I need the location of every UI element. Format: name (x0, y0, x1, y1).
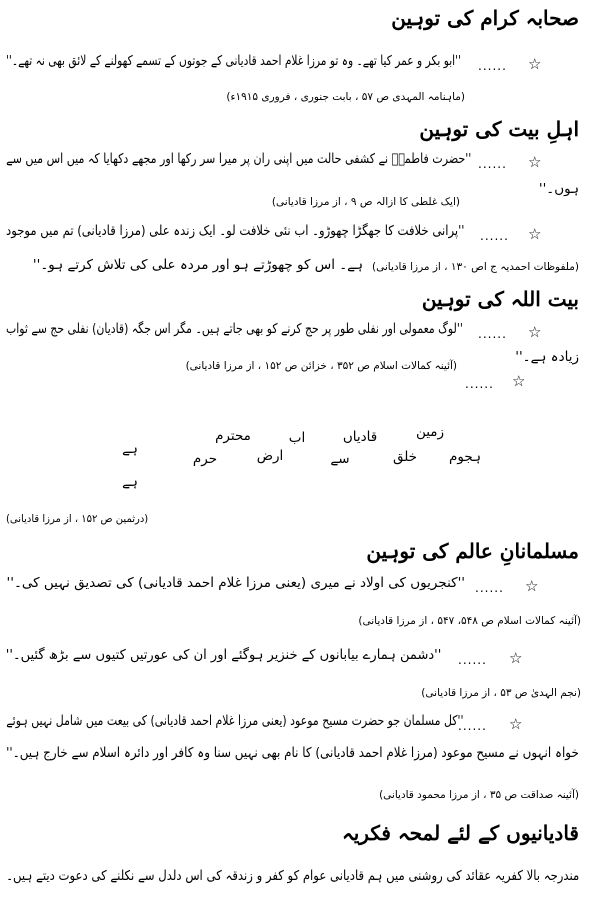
quote-line: زیادہ ہے۔'' (515, 349, 579, 365)
quote-reference: (ماہنامہ المہدی ص ۵۷ ، بابت جنوری ، فروری ۱۹۱۵ء) (226, 91, 465, 103)
section-heading-muslims: مسلمانانِ عالم کی توہین (366, 539, 579, 563)
ellipsis-leader: ...... (465, 377, 494, 391)
closing-paragraph: مندرجہ بالا کفریہ عقائد کی روشنی میں ہم قادیانی عوام کو کفر و زندقہ کی اس دلدل سے نکلنے کی دعوت دیتے ہیں۔ (5, 868, 579, 884)
section-heading-reflection: قادیانیوں کے لئے لمحہ فکریہ (342, 821, 579, 845)
quote-line: ''حضرت فاطمہؓ نے کشفی حالت میں اپنی ران پر میرا سر رکھا اور مجھے دکھایا کہ میں اس میں سے (5, 151, 471, 167)
ellipsis-leader: ...... (475, 581, 504, 595)
quote-reference: (نجم الہدیٰ ص ۵۳ ، از مرزا قادیانی) (421, 687, 581, 699)
quote-reference: (آئینہ کمالات اسلام ص ۳۵۲ ، خزائن ص ۱۵۲ ، از مرزا قادیانی) (185, 360, 457, 372)
quote-line: ''لوگ معمولی اور نفلی طور پر حج کرنے کو بھی جاتے ہیں۔ مگر اس جگہ (قادیان) نفلی حج سے ثواب (6, 321, 463, 337)
poem-word: ہے (122, 441, 138, 457)
ellipsis-leader: ...... (458, 653, 487, 667)
star-icon: ☆ (509, 649, 523, 667)
section-heading-sahaba: صحابہ کرام کی توہین (391, 6, 579, 30)
poem-word: حرم (192, 451, 218, 467)
ellipsis-leader: ...... (478, 157, 507, 171)
star-icon: ☆ (528, 153, 542, 171)
ellipsis-leader: ...... (478, 327, 507, 341)
ellipsis-leader: ...... (480, 229, 509, 243)
star-icon: ☆ (528, 225, 542, 243)
quote-reference: (ملفوظات احمدیہ ج اص ۱۳۰ ، از مرزا قادیانی) (371, 261, 579, 273)
star-icon: ☆ (512, 372, 526, 390)
section-heading-ahle-bait: اہلِ بیت کی توہین (419, 117, 579, 141)
quote-reference: (آئینہ کمالات اسلام ص ۵۴۸، ۵۴۷ ، از مرزا قادیانی) (358, 615, 581, 627)
poem-word: ہجوم (449, 449, 481, 465)
poem-word: محترم (215, 428, 251, 444)
quote-line: ہے۔ اس کو چھوڑتے ہو اور مردہ علی کی تلاش کرتے ہو۔'' (32, 257, 363, 273)
quote-line: ''پرانی خلافت کا جھگڑا چھوڑو۔ اب نئی خلافت لو۔ ایک زندہ علی (مرزا قادیانی) تم میں موجود (6, 223, 465, 239)
poem-word: زمین (415, 424, 445, 440)
quote-line: ''ابو بکر و عمر کیا تھے۔ وہ تو مرزا غلام احمد قادیانی کے جوتوں کے تسمے کھولنے کے لائق بھی نہ تھے۔'' (5, 53, 461, 69)
poem-word: خلق (392, 449, 418, 465)
quote-line: ''کل مسلمان جو حضرت مسیح موعود (یعنی مرزا غلام احمد قادیانی) کی بیعت میں شامل نہیں ہوئے (5, 713, 463, 729)
quote-reference: (آئینہ صداقت ص ۳۵ ، از مرزا محمود قادیانی) (379, 789, 579, 801)
poem-word: قادیاں (342, 429, 378, 445)
poem-word: اب (288, 430, 306, 446)
ellipsis-leader: ...... (478, 59, 507, 73)
quote-line: ''دشمن ہمارے بیابانوں کے خنزیر ہوگئے اور ان کی عورتیں کتیوں سے بڑھ گئیں۔'' (5, 647, 441, 663)
star-icon: ☆ (528, 323, 542, 341)
ellipsis-leader: ...... (458, 719, 487, 733)
star-icon: ☆ (509, 715, 523, 733)
quote-line: ''کنجریوں کی اولاد نے میری (یعنی مرزا غلام احمد قادیانی) کی تصدیق نہیں کی۔'' (6, 575, 465, 591)
quote-line: ہوں۔'' (538, 181, 579, 197)
quote-line: خواہ انہوں نے مسیح موعود (مرزا غلام احمد قادیانی) کا نام بھی نہیں سنا وہ کافر اور دائرہ اسلام سے خارج ہیں۔'' (6, 745, 579, 761)
quote-reference: (درثمین ص ۱۵۲ ، از مرزا قادیانی) (5, 513, 148, 525)
star-icon: ☆ (525, 577, 539, 595)
star-icon: ☆ (528, 55, 542, 73)
poem-word: سے (330, 451, 350, 467)
poem-word: ہے (122, 474, 138, 490)
quote-reference: (ایک غلطی کا ازالہ ص ۹ ، از مرزا قادیانی) (271, 196, 460, 208)
poem-word: ارض (256, 448, 284, 464)
section-heading-baitullah: بیت اللہ کی توہین (421, 287, 579, 311)
